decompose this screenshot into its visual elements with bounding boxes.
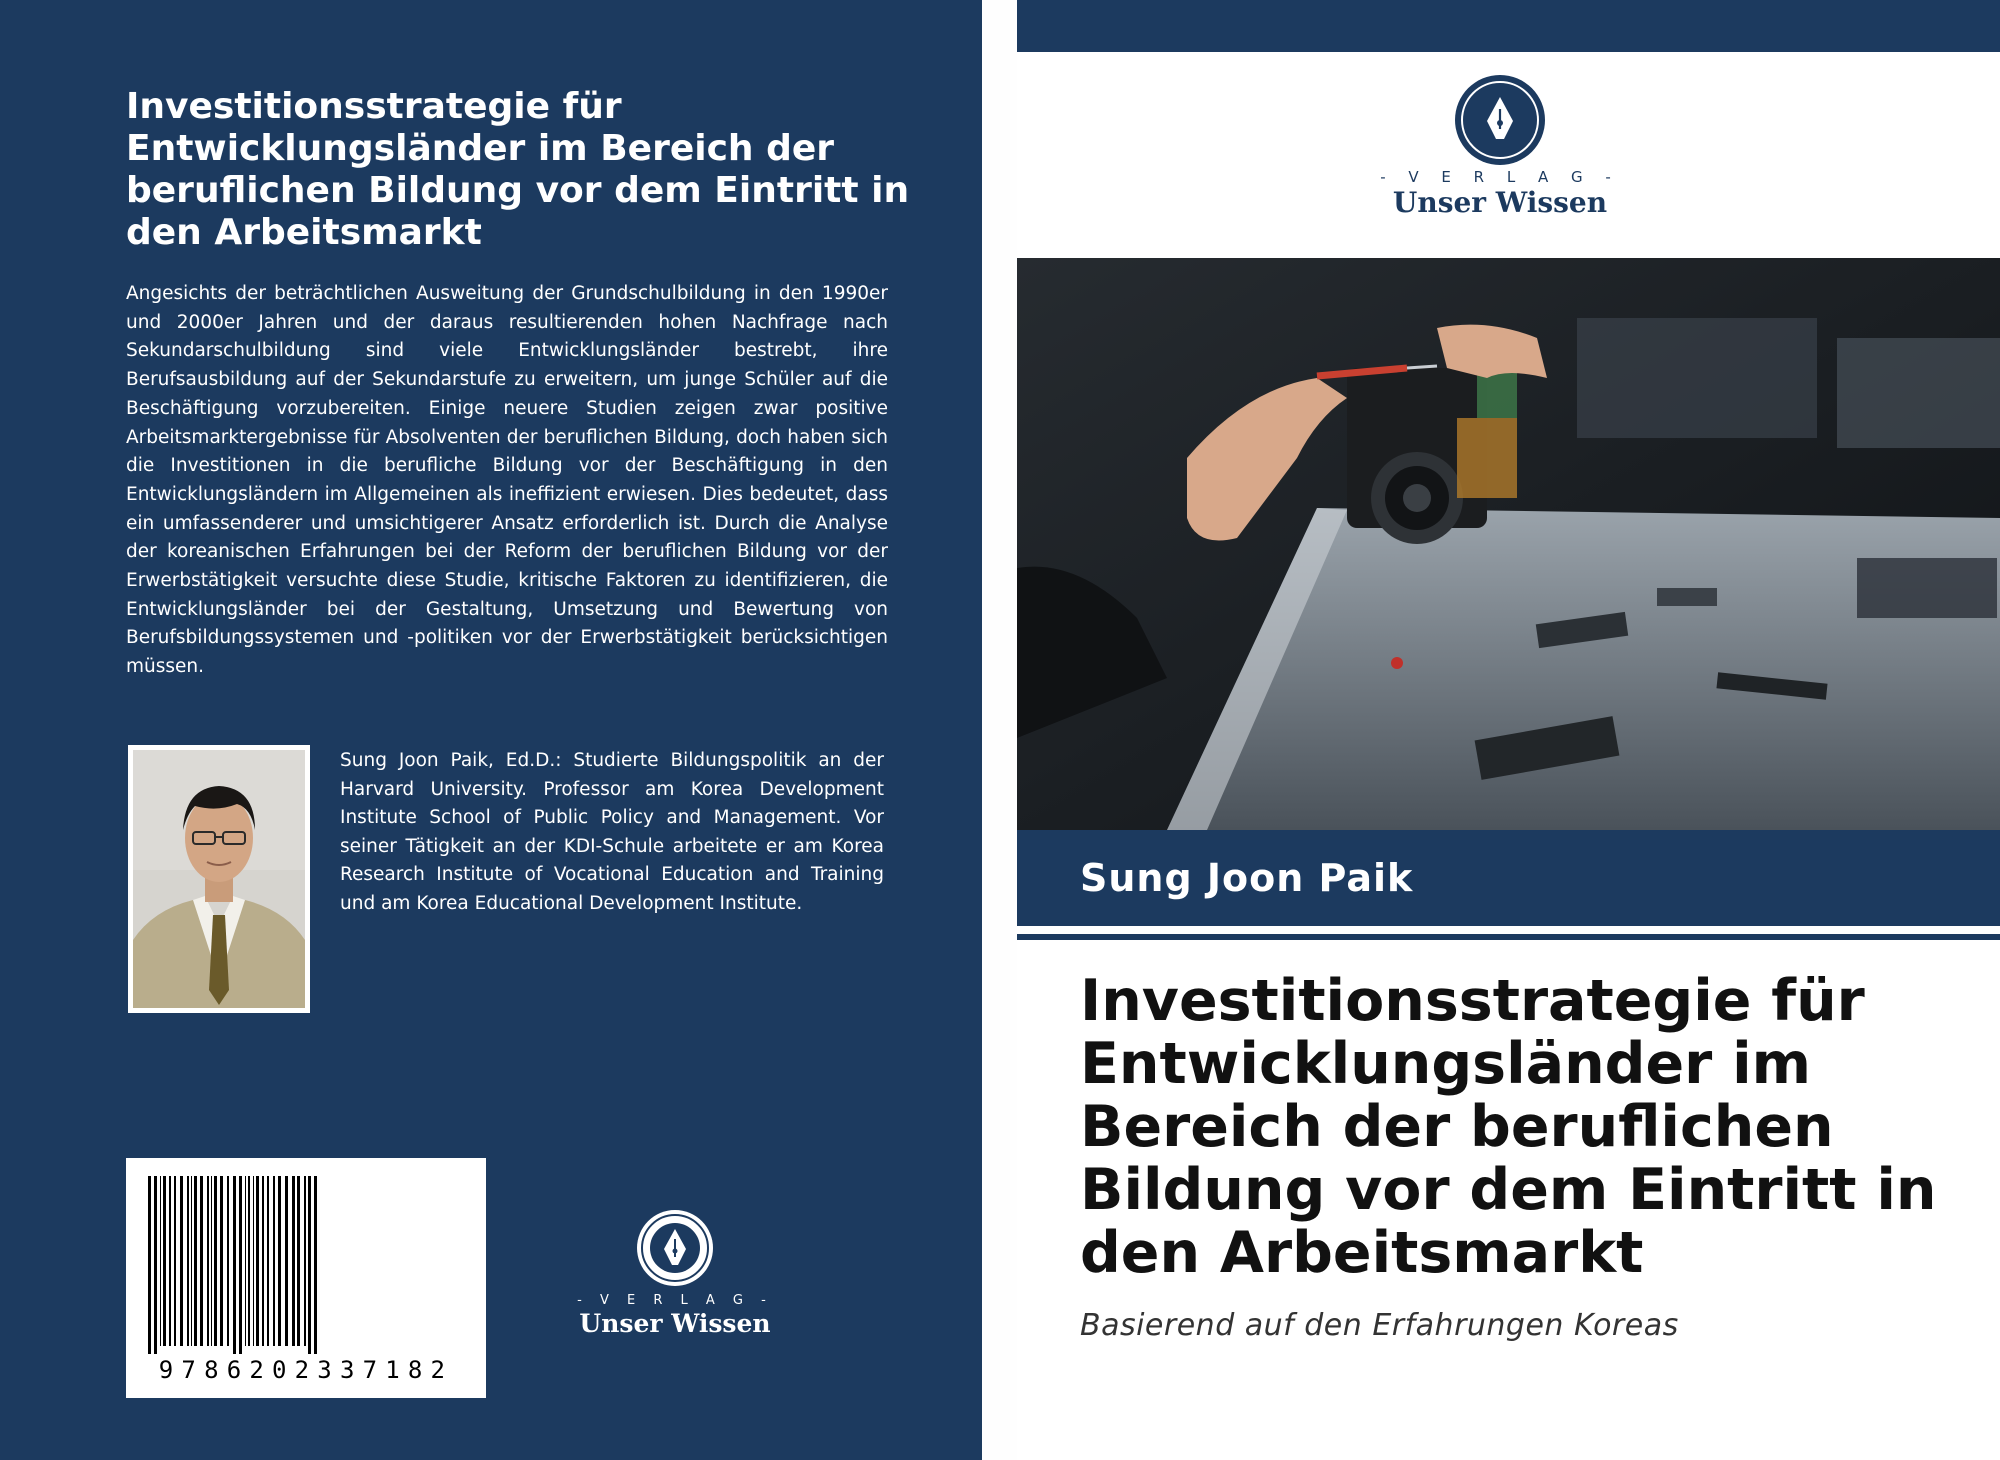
author-photo bbox=[128, 745, 310, 1013]
barcode-bars bbox=[126, 1158, 486, 1358]
front-publisher-name: Unser Wissen bbox=[1392, 186, 1608, 219]
cover-photo-illustration bbox=[1017, 258, 2000, 830]
back-verlag-label: - V E R L A G - bbox=[577, 1293, 773, 1308]
back-cover-title: Investitionsstrategie für Entwicklungsländer im Bereich der beruflichen Bildung vor dem Eintritt in den Arbeitsmarkt bbox=[126, 86, 910, 253]
front-publisher-logo bbox=[1380, 70, 1620, 230]
cover-photo-camera-repair bbox=[1017, 258, 2000, 830]
author-band bbox=[1017, 830, 2000, 926]
divider-rule bbox=[1017, 934, 2000, 940]
isbn-barcode bbox=[126, 1158, 486, 1398]
back-cover-blurb: Angesichts der beträchtlichen Ausweitung der Grundschulbildung in den 1990er und 2000er Jahren und der daraus resultierenden hohen Nachfrage nach Sekundarschulbildung sind viele Entwicklungsländer bestrebt, ihre Berufsausbildung auf der Sekundarstufe zu erweitern, um junge Schüler auf die Beschäftigung vorzubereiten. Einige neuere Studien zeigen zwar positive Arbeitsmarktergebnisse für Absolventen der beruflichen Bildung, doch haben sich die Investitionen in die berufliche Bildung vor der Beschäftigung in den Entwicklungsländern im Allgemeinen als ineffizient erwiesen. Dies bedeutet, dass ein umfassenderer und umsichtigerer Ansatz erforderlich ist. Durch die Analyse der koreanischen Erfahrungen bei der Reform der beruflichen Bildung vor der Erwerbstätigkeit versuchte diese Studie, kritische Faktoren zu identifizieren, die Entwicklungsländer bei der Gestaltung, Umsetzung und Bewertung von Berufsbildungssystemen und -politiken vor der Erwerbstätigkeit berücksichtigen müssen. bbox=[126, 283, 888, 678]
front-top-bar bbox=[1017, 0, 2000, 52]
front-cover-subtitle: Basierend auf den Erfahrungen Koreas bbox=[1080, 1308, 1679, 1343]
author-bio: Sung Joon Paik, Ed.D.: Studierte Bildungspolitik an der Harvard University. Professor am Korea Development Institute School of Public Policy and Management. Vor seiner Tätigkeit an der KDI-Schule arbeitete er am Korea Research Institute of Vocational Education and Training und am Korea Educational Development Institute. bbox=[340, 750, 884, 914]
pen-nib-emblem-icon bbox=[1453, 73, 1547, 167]
pen-nib-emblem-icon bbox=[634, 1207, 716, 1289]
author-portrait-image bbox=[133, 750, 305, 1008]
author-name: Sung Joon Paik bbox=[1080, 856, 1414, 900]
isbn-digits: 9786202337182 bbox=[158, 1356, 454, 1384]
back-cover bbox=[0, 0, 982, 1460]
front-verlag-label: - V E R L A G - bbox=[1380, 168, 1620, 186]
back-publisher-name: Unser Wissen bbox=[579, 1309, 771, 1338]
back-publisher-logo bbox=[575, 1205, 775, 1345]
front-cover-title: Investitionsstrategie für Entwicklungsländer im Bereich der beruflichen Bildung vor dem Eintritt in den Arbeitsmarkt bbox=[1080, 968, 1937, 1286]
spine bbox=[982, 0, 1017, 1460]
